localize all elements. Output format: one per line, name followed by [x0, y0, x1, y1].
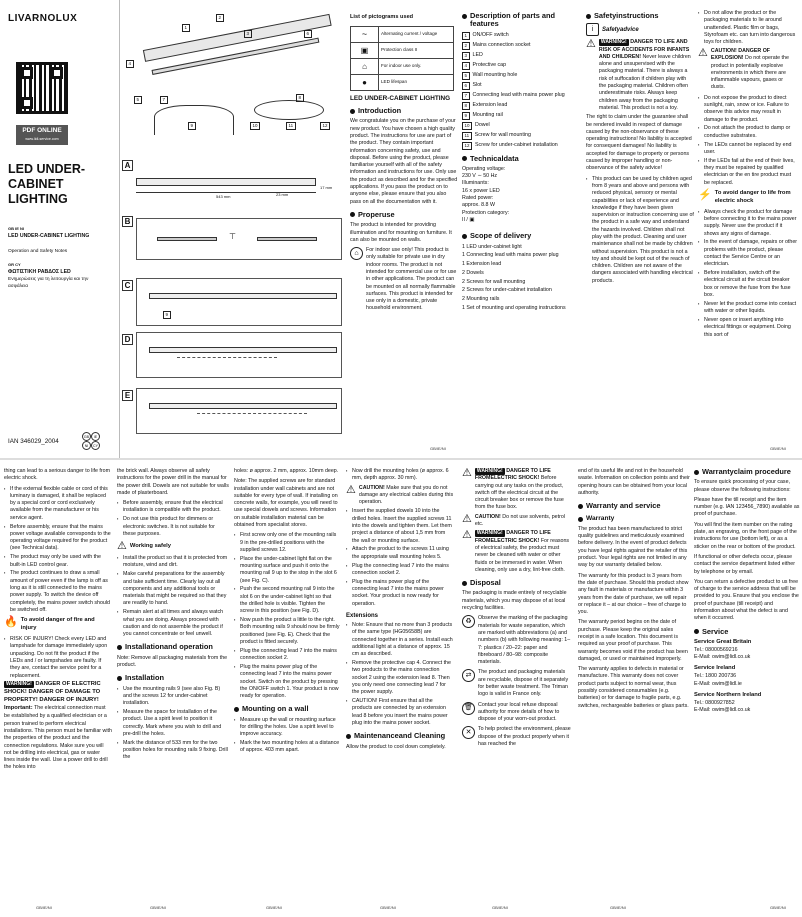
callout-9: 9: [188, 122, 196, 130]
footer-b5: GB/IE/NI: [492, 905, 508, 911]
list-item: ▪ Mark the distance of 533 mm for the two position holes for mounting rails 9 fixing. Drill the: [117, 740, 229, 762]
recycle-icon: ♻: [462, 615, 475, 628]
list-item: ▪ Before installation, switch off the electrical circuit at the circuit breaker box or remove the fuse from the fuse box.: [698, 270, 798, 299]
tech-line: Illuminants:: [462, 180, 489, 187]
pictogram-row: ~ Alternating current / voltage: [351, 26, 454, 42]
col6-list-3: [698, 209, 798, 339]
callout-4: 4: [126, 60, 134, 68]
callout-7: 7: [160, 96, 168, 104]
list-item: ▪ Plug the mains power plug of the connecting lead 7 into the mains power socket. Your product is now ready for operation.: [346, 579, 454, 608]
product-heading: LED UNDER-CABINET LIGHTING: [350, 94, 451, 102]
service-tel: Tel.: 0800927852: [694, 700, 735, 707]
part-row: [462, 52, 574, 60]
tech-line: 16 x power LED: [462, 187, 500, 194]
fig-d-label: D: [122, 334, 133, 345]
info-icon: i: [586, 23, 599, 36]
list-item: ▪ Use the mounting rails 9 (see also Fig. B) and the screws 12 for under-cabinet installation.: [117, 686, 229, 708]
pdf-online-badge[interactable]: [16, 125, 68, 145]
bottom-col6: end of its useful life and not in the household waste. Information on collection points and their opening hours can be obtained from your local authority. Warranty and service Warranty The product has been manufactured to strict quality guidelines and meticulously examined before delivery. In the event of product defects you have legal rights against the retailer of this product. Your legal rights are not limited in any way by our warranty detailed below. The warranty for this product is 3 years from the date of purchase. Should this product show any fault in materials or manufacture within 3 years from the date of purchase, we will repair or replace it – at our choice – free of charge to you. The warranty period begins on the date of purchase. Please keep the original sales receipt in a safe location. This document is required as your proof of purchase. This warranty becomes void if the product has been damaged, or used or maintained improperly. The warranty applies to defects in material or manufacture. This warranty does not cover product parts subject to normal wear, thus possibly considered consumables (e.g. batteries) or for damage to fragile parts, e.g. switches, rechargeable batteries or glass parts.: [578, 468, 690, 709]
bin-icon: 🗑: [462, 702, 475, 715]
subtitle-gr-text: Ενημερώσεις για τη λειτουργία και την ασφάλεια: [8, 277, 89, 289]
part-row: [462, 62, 574, 70]
explosion-warning: ⚠ CAUTION! DANGER OF EXPLOSION! Do not operate the product in potentially explosive environments in which there are inflammable vapours, gases or dusts.: [698, 46, 789, 91]
b1-list: [4, 486, 112, 615]
fig-e: [136, 388, 342, 434]
part-row: [462, 32, 574, 40]
part-number: 3: [462, 52, 470, 60]
scope-line: 2 Screws for wall mounting: [462, 278, 526, 285]
tech-line: Operating voltage:: [462, 165, 506, 172]
part-number: 9: [462, 112, 470, 120]
child-warning: ⚠ WARNING! DANGER TO LIFE AND RISK OF ACCIDENTS FOR INFANTS AND CHILDREN! Never leave children alone and unsupervised with the packaging material. There is always a risk of suffocation if children play with the packaging material. Children often underestimate risks. Always keep children away from the packaging material. This product is not a toy.: [586, 38, 691, 111]
caution-icon-2: ⚠: [462, 512, 472, 525]
safety-advice: i Safetyadvice: [586, 23, 694, 36]
ian-number: IAN 346029_2004: [8, 438, 59, 445]
triman-note: ⇄ The product and packaging materials are recyclable, dispose of it separately for better waste treatment. The Triman logo is valid in France only.: [462, 669, 572, 701]
fig-c: [136, 278, 342, 326]
part-label: Extension lead: [472, 101, 508, 108]
dim-length: 543 mm: [216, 194, 231, 199]
footer-b1: GB/IE/NI: [36, 905, 52, 911]
child-warning-icon: ⚠: [586, 38, 596, 51]
list-item: ▪ Now push the product a little to the right. Both mounting rails 9 should now be firmly positioned (see Fig. E). Check that the product is fitted securely.: [234, 617, 340, 646]
list-item: ▪ Plug the connecting lead 7 into the mains connection socket 2.: [346, 563, 454, 578]
list-item: ▪ Before assembly, ensure that the mains power voltage available corresponds to the operating voltage required for the product (see Technical data).: [4, 524, 112, 553]
scope-heading: Scope of delivery: [462, 232, 574, 240]
list-item: ▪ Make careful preparations for the assembly and take sufficient time. Clearly lay out all components and any additional tools or materials that might be required so that they are readily to hand.: [117, 571, 229, 607]
wall-list: [234, 717, 340, 755]
part-label: Dowel: [475, 121, 490, 128]
list-item: ▪ If the external flexible cable or cord of this luminary is damaged, it shall be replaced by a special cord or cord exclusively available from the manufacturer or his service agent.: [4, 486, 112, 522]
purpose-text: The product is intended for providing illumination and for mounting on furniture. It can also be mounted on walls.: [350, 222, 452, 243]
part-row: [462, 122, 574, 130]
warranty-heading: Warranty: [578, 515, 690, 522]
fire-warning: 🔥 To avoid danger of fire and injury: [4, 616, 95, 632]
connecting-lead-part: [154, 105, 234, 135]
footer-b6: GB/IE/NI: [610, 905, 626, 911]
scope-line: 1 Set of mounting and operating instructions: [462, 305, 566, 312]
electric-warning: WARNING! DANGER OF ELECTRIC SHOCK! DANGER OF DAMAGE TO PROPERTY! DANGER OF INJURY! Important: The electrical connection must be established by a qualified electrician or a person trained to perform electrical installations. This person must be familiar with the properties of the product and the connection regulations. Make sure you will not be drilling into electrical, gas or water lines inside the wall. Use a power drill to drill the holes into: [4, 681, 112, 771]
shock-warning-icon: ⚠: [462, 468, 472, 479]
clean-warning-1: ⚠ WARNING! DANGER TO LIFE FROMELECTRIC SHOCK! Before carrying out any tasks on the product, switch off the electrical circuit at the circuit breaker box or remove the fuse from the fuse box.: [462, 468, 564, 511]
ac-icon: ~: [351, 26, 379, 42]
list-item: ▪ Mark the two mounting holes at a distance of approx. 403 mm apart.: [234, 740, 340, 755]
part-number: 10: [462, 122, 472, 130]
protection-class-icon: ▣: [351, 42, 379, 58]
fig-e-label: E: [122, 390, 133, 401]
recycling-note: ♻ Observe the marking of the packaging materials for waste separation, which are marked with abbreviations (a) and numbers (b) with following meaning: 1–7: plastics / 20–22: paper and fibreboard / 80–98: composite materials.: [462, 615, 572, 669]
fig-d: [136, 332, 342, 378]
fig-c-callout: 9: [163, 311, 171, 319]
top-page: [0, 0, 802, 458]
tech-line: 230 V ∼ 50 Hz: [462, 173, 498, 180]
injury-list: ▪ RISK OF INJURY! Check every LED and lampshade for damage immediately upon unpacking. Do not fit the product if the LEDs and / or lampshades are faulty. If they are, contact the service point for a replacement.: [4, 636, 112, 680]
wall-heading: Mounting on a wall: [234, 705, 340, 713]
part-label: LED: [472, 51, 483, 58]
clean-warning-2: ⚠ WARNING! DANGER TO LIFE FROMELECTRIC SHOCK! For reasons of electrical safety, the product must never be cleaned with water or other fluids or be immersed in water. When cleaning, only use a dry, lint-free cloth.: [462, 529, 570, 573]
service-tel: Tel.: 08000569216: [694, 646, 738, 653]
tech-line: Rated power:: [462, 195, 494, 202]
callout-5: 5: [134, 96, 142, 104]
led-lifespan-icon: ●: [351, 74, 379, 90]
list-item: ▪ Attach the product to the screws 11 using the appropriate wall mounting holes 5.: [346, 546, 454, 561]
install-heading: Installationand operation: [117, 643, 229, 651]
cable-caution: ⚠ CAUTION! Make sure that you do not damage any electrical cables during this operation.: [346, 483, 454, 506]
list-item: ▪ If the LEDs fail at the end of their lives, they must be repaired by qualified electrician or the en tire product must be replaced.: [698, 158, 798, 187]
part-number: 12: [462, 142, 472, 150]
list-item: ▪ In the event of damage, repairs or other problems with the product, please contact the Service Centre or an electrician.: [698, 239, 798, 268]
list-item: ▪ Never open or insert anything into electrical fittings or equipment. Doing this sort of: [698, 317, 798, 339]
b2-list: [117, 500, 229, 538]
b4-list: [346, 468, 454, 483]
part-number: 8: [462, 102, 470, 110]
top-col4: [462, 10, 574, 454]
extensions-heading: Extensions: [346, 612, 379, 619]
shock-warning: ⚡ To avoid danger to life from electric shock: [698, 188, 791, 204]
shock-warning-icon-2: ⚠: [462, 529, 472, 542]
bottom-col3: holes: ø approx. 2 mm, approx. 10mm deep. Note: The supplied screws are for standard installation under wall cabinets and are not suitable for every type of wall. If installing on concrete walls, for example, you will need to use special dowels and screws. Information on suitable installation material can be obtained from specialist stores. ▪ First screw only one of the mounting rails 9 in the pre-drilled positions with the supplied screws 12. ▪ Place the under-cabinet light flat on the mounting surface and push it onto the mounting rail 9 up to the stop in the slot 6 (see Fig. C). ▪ Push the second mounting rail 9 into the slot 6 on the under-cabinet light so that the drilled hole is visible. Tighten the screw in this position (see Fig. D). ▪ Now push the product a little to the right. Both mounting rails 9 should now be firmly positioned (see Fig. E). Check that the product is fitted securely. ▪ Plug the connecting lead 7 into the mains connection socket 2. ▪ Plug the mains power plug of the connecting lead 7 into the mains power socket. Switch on the product by pressing the ON/OFF switch 1. Your product is now ready for operation. Mounting on a wall ▪ Measure up the wall or mounting surface for drilling the holes. Use a spirit level to improve accuracy. ▪ Mark the two mounting holes at a distance of approx. 403 mm apart.: [234, 468, 340, 908]
part-row: [462, 82, 574, 90]
callout-6: 6: [304, 30, 312, 38]
list-item: ▪ First screw only one of the mounting rails 9 in the pre-drilled positions with the supplied screws 12.: [234, 532, 340, 554]
list-item: ▪ Before assembly, ensure that the electrical installation is compatible with the product.: [117, 500, 229, 515]
service-entry: [694, 665, 800, 688]
list-item: ▪ The LEDs cannot be replaced by end user.: [698, 142, 798, 157]
triman-icon: ⇄: [462, 669, 475, 682]
bottom-col4: ▪ Now drill the mounting holes (ø approx. 6 mm, depth approx. 30 mm). ⚠ CAUTION! Make sure that you do not damage any electrical cables during this operation. ▪ Insert the supplied dowels 10 into the drilled holes. Insert the supplied screws 11 into the dowels and tighten them. Let them project a distance of about 1,5 mm from the wall or mounting surface. ▪ Attach the product to the screws 11 using the appropriate wall mounting holes 5. ▪ Plug the connecting lead 7 into the mains connection socket 2. ▪ Plug the mains power plug of the connecting lead 7 into the mains power socket. Your product is now ready for operation. Extensions ▪ Note: Ensure that no more than 3 products of the same type (HG05658B) are connected together in a series. Install each additional light at a distance of approx. 15 cm as described. ▪ Remove the protective cap 4. Connect the two products to the mains connection socket 2 using the extension lead 8. Then you only need one connecting lead 7 for the power supply. ▪ CAUTION! First ensure that all the products are connected by an extension lead 8 before you insert the mains power plug into the mains power socket. Maintenanceand Cleaning Allow the product to cool down completely.: [346, 468, 454, 908]
col6-list: [698, 10, 798, 46]
callout-2: 2: [216, 14, 224, 22]
extension-lead-part: [254, 100, 324, 120]
brand-logo: LIVARNOLUX: [8, 13, 78, 24]
pdf-url: www.lidl-service.com: [25, 137, 59, 141]
bottom-page: [0, 460, 802, 917]
guarantee-text: The right to claim under the guarantee shall be rendered invalid in respect of damage caused by the non-observance of these operating instructions! No liability is accepted for consequent damages! No liability is accepted for damage to property or persons caused by improper handling or non-observance of the safety advice!: [586, 114, 692, 172]
fig-a-label: A: [122, 160, 133, 171]
service-heading: Service: [694, 628, 800, 636]
installation-list: [117, 686, 229, 762]
part-number: 1: [462, 32, 470, 40]
part-label: ON/OFF switch: [472, 31, 509, 38]
part-row: [462, 42, 574, 50]
service-name: Service Ireland: [694, 665, 736, 672]
callout-11: 11: [286, 122, 296, 130]
list-item: ▪ Place the under-cabinet light flat on the mounting surface and push it onto the mounting rail 9 up to the stop in the slot 6 (see Fig. C).: [234, 556, 340, 585]
fig-c-label: C: [122, 280, 133, 291]
cover-title: LED UNDER- CABINET LIGHTING: [8, 162, 86, 206]
part-row: [462, 102, 574, 110]
part-row: [462, 132, 574, 140]
service-mail[interactable]: E-Mail: owim@lidl.co.uk: [694, 654, 751, 661]
footer-b3: GB/IE/NI: [266, 905, 282, 911]
list-item: ▪ Install the product so that it is protected from moisture, wind and dirt.: [117, 555, 229, 570]
tech-list: [462, 166, 574, 224]
pictograms-title: List of pictograms used: [350, 14, 414, 20]
scope-line: 1 Extension lead: [462, 261, 502, 268]
list-item: ▪ Measure the space for installation of the product. Use a spirit level to position it correctly. Mark where you wish to drill and pre-drill the holes.: [117, 709, 229, 738]
country-icons: GB IE NI CY: [82, 432, 104, 450]
scope-line: 2 Mounting rails: [462, 296, 500, 303]
scope-list: [462, 244, 574, 313]
list-item: ▪ Measure up the wall or mounting surface for drilling the holes. Use a spirit level to improve accuracy.: [234, 717, 340, 739]
callout-12: 12: [320, 122, 330, 130]
b2-list-2: [117, 555, 229, 638]
part-label: Wall mounting hole: [472, 71, 518, 78]
house-icon: ⌂: [350, 247, 363, 260]
service-tel: Tel.: 1800 200736: [694, 673, 737, 680]
scope-line: 2 Dowels: [462, 269, 484, 276]
pictogram-table: [350, 26, 454, 91]
part-number: 4: [462, 62, 470, 70]
part-number: 2: [462, 42, 470, 50]
indoor-note: ⌂ For indoor use only! This product is only suitable for private use in dry indoor rooms. The product is not intended for commercial use or for use in other applications. The product can be mounted on all normally flammable surfaces. This product is intended for use only in a domestic, private household environment.: [350, 247, 458, 316]
solvent-caution: ⚠ CAUTION! Do not use solvents, petrol etc.: [462, 512, 565, 528]
list-item: ▪ Do not use this product for dimmers or electronic switches. It is not suitable for these purposes.: [117, 516, 229, 538]
footer-top-1: GB/IE/NI: [430, 446, 446, 452]
working-safely: ⚠ Working safely: [117, 540, 172, 553]
crossed-bin-icon: ✕: [462, 726, 475, 739]
list-item: ▪ Now drill the mounting holes (ø approx. 6 mm, depth approx. 30 mm).: [346, 468, 454, 483]
footer-b7: GB/IE/NI: [770, 905, 786, 911]
list-item: ▪ The product may only be used with the built-in LED control gear.: [4, 554, 112, 569]
part-row: [462, 142, 574, 150]
lang-flags-2: GR CY: [8, 262, 21, 267]
footer-b2: GB/IE/NI: [150, 905, 166, 911]
service-mail[interactable]: E-Mail: owim@lidl.ie: [694, 680, 742, 687]
safety-icon: ⚠: [117, 540, 127, 553]
pictogram-row: ⌂ For indoor use only.: [351, 58, 454, 74]
bottom-col7: Warrantyclaim procedure To ensure quick processing of your case, please observe the following instructions: Please have the till receipt and the item number (e.g. IAN 123456_7890) available as proof of purchase. You will find the item number on the rating plate, an engraving, on the front page of the instructions for use (bottom left), or as a sticker on the rear or bottom of the product. If functional or other defects occur, please contact the service department listed either by telephone or by email. You can return a defective product to us free of charge to the service address that will be provided to you. Ensure that you enclose the proof of purchase (till receipt) and information about what the defect is and when it occurred. Service Service Great Britain Tel.: 08000569216 E-Mail: owim@lidl.co.uk Service Ireland Tel.: 1800 200736 E-Mail: owim@lidl.ie Service Northern Ireland Tel.: 0800927852 E-Mail: owim@lidl.co.uk: [694, 468, 800, 714]
tech-heading: Technicaldata: [462, 155, 574, 163]
service-mail[interactable]: E-Mail: owim@lidl.co.uk: [694, 707, 751, 714]
top-col5: [586, 10, 694, 454]
list-item: ▪ Do not allow the product or the packaging materials to lie around unattended. Plastic film or bags, Styrofoam etc. can turn into dangerous toys for children.: [698, 10, 798, 46]
b4-list-2: [346, 508, 454, 607]
service-entry: [694, 692, 800, 715]
part-label: Screw for wall mounting: [474, 131, 531, 138]
environment-note: ✕ To help protect the environment, please dispose of the product properly when it has reached the: [462, 726, 572, 751]
qr-code: [16, 62, 68, 114]
dim-height: 17 mm: [320, 185, 333, 190]
bottom-col1: thing can lead to a serious danger to life from electric shock. ▪ If the external flexible cable or cord of this luminary is damaged, it shall be replaced by a special cord or cord exclusively available from the manufacturer or his service agent. ▪ Before assembly, ensure that the mains power voltage available corresponds to the operating voltage required for the product (see Technical data). ▪ The product may only be used with the built-in LED control gear. ▪ The product continues to draw a small amount of power even if the lamp is off as long as it is still connected to the mains power supply. To switch the device off completely, the mains power switch should be switched off. 🔥 To avoid danger of fire and injury ▪ RISK OF INJURY! Check every LED and lampshade for damage immediately upon unpacking. Do not fit the product if the LEDs and / or lampshades are faulty. If they are, contact the service point for a replacement. WARNING! DANGER OF ELECTRIC SHOCK! DANGER OF DAMAGE TO PROPERTY! DANGER OF INJURY! Important: The electrical connection must be established by a qualified electrician or a person trained to perform electrical installations. This person must be familiar with the properties of the product and the connection regulations. Make sure you will not be drilling into electrical, gas or water lines inside the wall. Use a power drill to drill the holes into: [4, 468, 112, 908]
part-label: Screw for under-cabinet installation: [475, 141, 558, 148]
disposal-heading: Disposal: [462, 579, 572, 587]
dim-width: 23 mm: [276, 192, 289, 197]
ext-list: [346, 660, 454, 727]
part-number: 6: [462, 82, 470, 90]
list-item: ▪ CAUTION! First ensure that all the products are connected by an extension lead 8 before you insert the mains power plug into the mains power socket.: [346, 698, 454, 727]
list-item: ▪ The product continues to draw a small amount of power even if the lamp is off as long as it is still connected to the mains power supply. To switch the device off completely, the mains power switch should be switched off.: [4, 570, 112, 614]
fig-b: ⊤: [136, 218, 342, 260]
callout-3: 3: [244, 30, 252, 38]
service-name: Service Northern Ireland: [694, 692, 762, 699]
intro-text: We congratulate you on the purchase of your new product. You have chosen a high quality product. The instructions for use are part of the product. They contain important information concerning safety, use and disposal. Before using the product, please familiarise yourself with all of the safety information and instructions for use. Only use the product as described and for the specified applications. If you pass the product on to anyone else, please ensure that you also pass on all the documentation with it.: [350, 118, 458, 205]
ext-note-list: ▪ Note: Ensure that no more than 3 products of the same type (HG05658B) are connected together in a series. Install each additional light at a distance of approx. 15 cm as described.: [346, 622, 454, 658]
part-row: [462, 92, 574, 100]
warranty-service-heading: Warranty and service: [578, 502, 690, 510]
part-label: Mains connection socket: [472, 41, 531, 48]
tech-line: approx. 8.8 W: [462, 202, 495, 209]
explosion-icon: ⚠: [698, 46, 708, 59]
parts-list: [462, 32, 574, 150]
scope-line: 2 Screws for under-cabinet installation: [462, 287, 552, 294]
maint-heading: Maintenanceand Cleaning: [346, 732, 454, 740]
part-number: 7: [462, 92, 470, 100]
list-item: ▪ Remove the protective cap 4. Connect the two products to the mains connection socket 2 using the extension lead 8. Then you only need one connecting lead 7 for the power supply.: [346, 660, 454, 696]
intro-heading: Introduction: [350, 107, 458, 115]
cover-column: [0, 0, 118, 458]
installation-heading: Installation: [117, 674, 229, 682]
callout-10: 10: [250, 122, 260, 130]
list-item: ▪ Push the second mounting rail 9 into the slot 6 on the under-cabinet light so that the drilled hole is visible. Tighten the screw in this position (see Fig. D).: [234, 586, 340, 615]
pdf-label: PDF ONLINE: [22, 127, 62, 134]
b3-list: [234, 532, 340, 700]
list-item: ▪ Insert the supplied dowels 10 into the drilled holes. Insert the supplied screws 11 into the dowels and tighten them. Let them project a distance of about 1,5 mm from the wall or mounting surface.: [346, 508, 454, 544]
top-col3: [350, 14, 458, 458]
fire-icon: 🔥: [4, 616, 18, 629]
service-name: Service Great Britain: [694, 638, 752, 645]
pictogram-row: ▣ Protection class II: [351, 42, 454, 58]
part-row: [462, 72, 574, 80]
part-label: Slot: [472, 81, 482, 88]
safety-heading: Safetyinstructions: [586, 12, 694, 20]
callout-1: 1: [182, 24, 190, 32]
part-label: Mounting rail: [472, 111, 503, 118]
indoor-icon: ⌂: [351, 58, 379, 74]
list-item: ▪ Do not expose the product to direct sunlight, rain, snow or ice. Failure to observe this advice may result in damage to the product.: [698, 95, 798, 124]
service-list: [694, 639, 800, 715]
list-item: ▪ Plug the mains power plug of the connecting lead 7 into the mains power socket. Switch on the product by pressing the ON/OFF switch 1. Your product is now ready for operation.: [234, 664, 340, 700]
subtitle-en: LED UNDER-CABINET LIGHTING: [8, 233, 90, 239]
subtitle-en-text: Operation and Safety Notes: [8, 249, 68, 254]
part-label: Protective cap: [472, 61, 507, 68]
col6-list-2: [698, 95, 798, 187]
bottom-col2: the brick wall. Always observe all safety instructions for the power drill in the manual for the power drill. Dowels are not suitable for walls made of plasterboard. ▪ Before assembly, ensure that the electrical installation is compatible with the product. ▪ Do not use this product for dimmers or electronic switches. It is not suitable for these purposes. ⚠ Working safely ▪ Install the product so that it is protected from moisture, wind and dirt. ▪ Make careful preparations for the assembly and take sufficient time. Clearly lay out all components and any additional tools or materials that might be required so that they are readily to hand. ▪ Remain alert at all times and always watch what you are doing. Always proceed with caution and do not assemble the product if you cannot concentrate or feel unwell. Installationand operation Note: Remove all packaging materials from the product. Installation ▪ Use the mounting rails 9 (see also Fig. B) and the screws 12 for under-cabinet installation. ▪ Measure the space for installation of the product. Use a spirit level to position it correctly. Mark where you wish to drill and pre-drill the holes. ▪ Mark the distance of 533 mm for the two position holes for mounting rails 9 fixing. Drill the: [117, 468, 229, 908]
shock-icon: ⚡: [698, 188, 712, 201]
scope-line: 1 Connecting lead with mains power plug: [462, 252, 559, 259]
list-item: ▪ Remain alert at all times and always watch what you are doing. Always proceed with caution and do not assemble the product if you cannot concentrate or feel unwell.: [117, 609, 229, 638]
bottom-col5: ⚠ WARNING! DANGER TO LIFE FROMELECTRIC SHOCK! Before carrying out any tasks on the product, switch off the electrical circuit at the circuit breaker box or remove the fuse from the fuse box. ⚠ CAUTION! Do not use solvents, petrol etc. ⚠ WARNING! DANGER TO LIFE FROMELECTRIC SHOCK! For reasons of electrical safety, the product must never be cleaned with water or other fluids or be immersed in water. When cleaning, only use a dry, lint-free cloth. Disposal The packaging is made entirely of recyclable materials, which you may dispose of at local recycling facilities. ♻ Observe the marking of the packaging materials for waste separation, which are marked with abbreviations (a) and numbers (b) with following meaning: 1–7: plastics / 20–22: paper and fibreboard / 80–98: composite materials. ⇄ The product and packaging materials are recyclable, dispose of it separately for better waste treatment. The Triman logo is valid in France only. 🗑 Contact your local refuse disposal authority for more details of how to dispose of your worn-out product. ✕ To help protect the environment, please dispose of the product properly when it has reached the: [462, 468, 572, 908]
caution-icon: ⚠: [346, 483, 356, 496]
pictogram-row: ● LED lifespan: [351, 74, 454, 90]
exploded-view: [124, 10, 344, 145]
scope-line: 1 LED under-cabinet light: [462, 243, 522, 250]
fig-a: [136, 172, 316, 202]
part-label: Connecting lead with mains power plug: [472, 91, 565, 98]
footer-b4: GB/IE/NI: [380, 905, 396, 911]
footer-top-2: GB/IE/NI: [770, 446, 786, 452]
list-item: ▪ Plug the connecting lead 7 into the mains connection socket 2.: [234, 648, 340, 663]
top-col6: [698, 10, 798, 454]
tech-line: Protection category:: [462, 209, 510, 216]
list-item: ▪ Never let the product come into contact with water or other liquids.: [698, 301, 798, 316]
callout-8: 8: [296, 94, 304, 102]
list-item: ▪ Do not attach the product to damp or conductive substrates.: [698, 125, 798, 140]
subtitle-gr: ΦΩΤΙΣΤΙΚΗ ΡΑΒΔΟΣ LED: [8, 269, 71, 275]
warning-badge: WARNING!: [600, 39, 627, 46]
list-item: ▪ Always check the product for damage before connecting it to the mains power supply. Never use the product if it shows any signs of damage.: [698, 209, 798, 238]
safety-bullets: ▪ This product can be used by children aged from 8 years and above and persons with reduced physical, sensory or mental capabilities or lack of experience and knowledge if they have been given supervision or instruction concerning use of the product in a safe way and understand the hazards involved. Children shall not play with the product. Cleaning and user maintenance shall not be made by children without supervision. This product is not a toy and should be kept out of the reach of children. Children are not aware of the dangers associated with handling electrical products.: [586, 176, 694, 285]
fig-b-label: B: [122, 216, 133, 227]
tech-line: II / ▣: [462, 216, 475, 223]
service-entry: [694, 639, 800, 662]
authority-note: 🗑 Contact your local refuse disposal authority for more details of how to dispose of your worn-out product.: [462, 702, 572, 727]
purpose-heading: Properuse: [350, 211, 458, 219]
part-row: [462, 112, 574, 120]
lang-flags-1: GB IE NI: [8, 226, 25, 231]
claim-heading: Warrantyclaim procedure: [694, 468, 800, 476]
part-number: 11: [462, 132, 472, 140]
figures-column: [119, 0, 347, 458]
parts-heading: Description of parts and features: [462, 12, 574, 29]
part-number: 5: [462, 72, 470, 80]
